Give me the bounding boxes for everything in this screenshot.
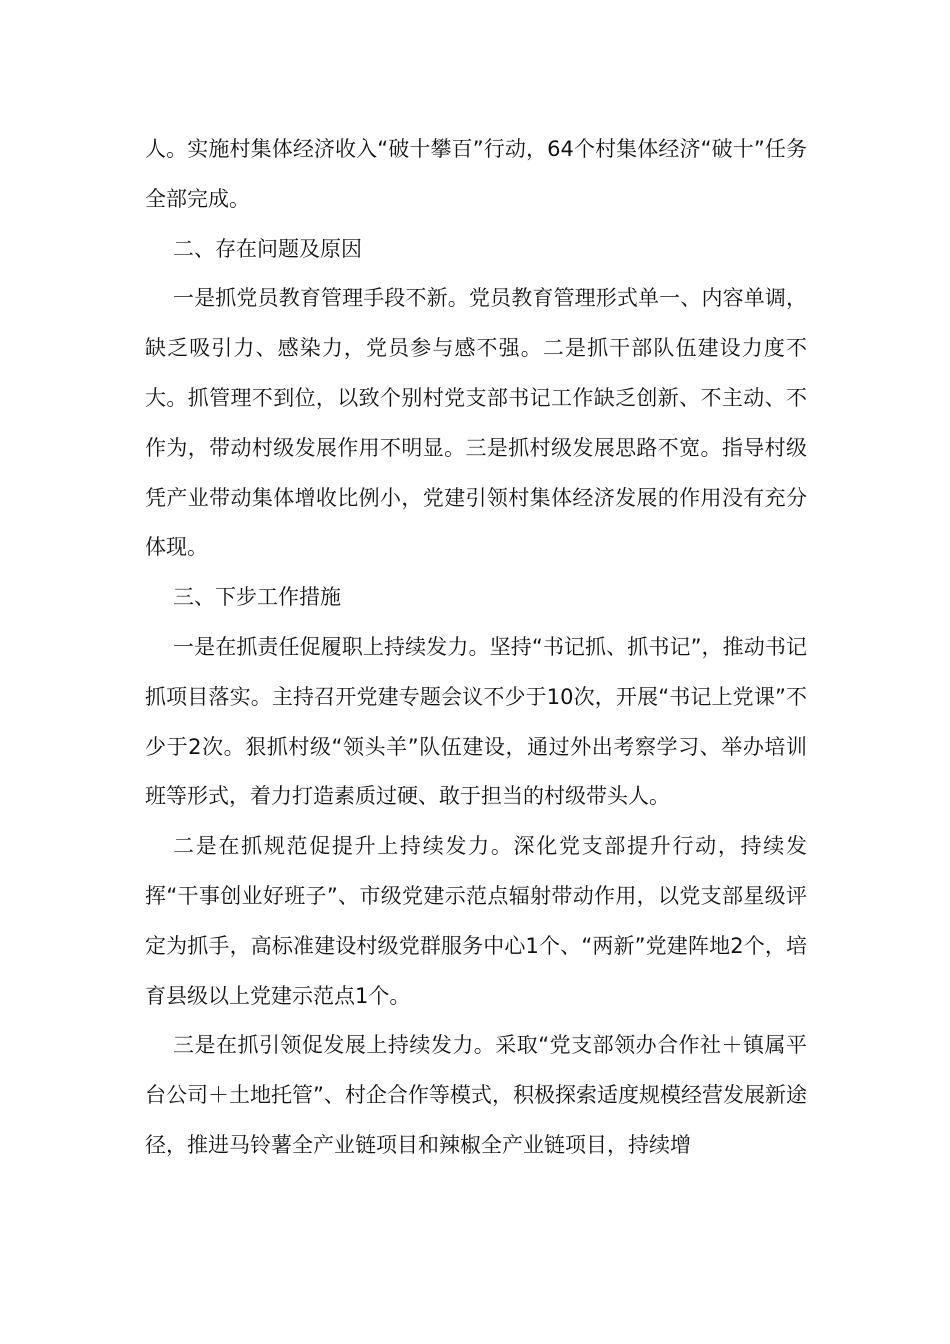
section-heading-measures: 三、下步工作措施 (173, 585, 341, 610)
document-body (145, 125, 807, 1171)
paragraph-problems: 一是抓党员教育管理手段不新。党员教育管理形式单一、内容单调，缺乏吸引力、感染力，党员参与感不强。二是抓干部队伍建设力度不大。抓管理不到位，以致个别村党支部书记工作缺乏创新、不主动、不作为，带动村级发展作用不明显。三是抓村级发展思路不宽。指导村级凭产业带动集体增收比例小，党建引领村集体经济发展的作用没有充分体现。 (145, 286, 807, 560)
paragraph-measure-2: 二是在抓规范促提升上持续发力。深化党支部提升行动，持续发挥“干事创业好班子”、市级党建示范点辐射带动作用，以党支部星级评定为抓手，高标准建设村级党群服务中心1个、“两新”党建阵地2个，培育县级以上党建示范点1个。 (145, 834, 807, 1008)
paragraph-measure-3: 三是在抓引领促发展上持续发力。采取“党支部领办合作社＋镇属平台公司＋土地托管”、村企合作等模式，积极探索适度规模经营发展新途径，推进马铃薯全产业链项目和辣椒全产业链项目，持续增 (145, 1033, 807, 1157)
paragraph-measure-1: 一是在抓责任促履职上持续发力。坚持“书记抓、抓书记”，推动书记抓项目落实。主持召开党建专题会议不少于10次，开展“书记上党课”不少于2次。狠抓村级“领头羊”队伍建设，通过外出考察学习、举办培训班等形式，着力打造素质过硬、敢于担当的村级带头人。 (145, 634, 807, 809)
paragraph-1: 人。实施村集体经济收入“破十攀百”行动，64个村集体经济“破十”任务全部完成。 (145, 137, 807, 211)
section-heading-problems: 二、存在问题及原因 (173, 236, 362, 261)
